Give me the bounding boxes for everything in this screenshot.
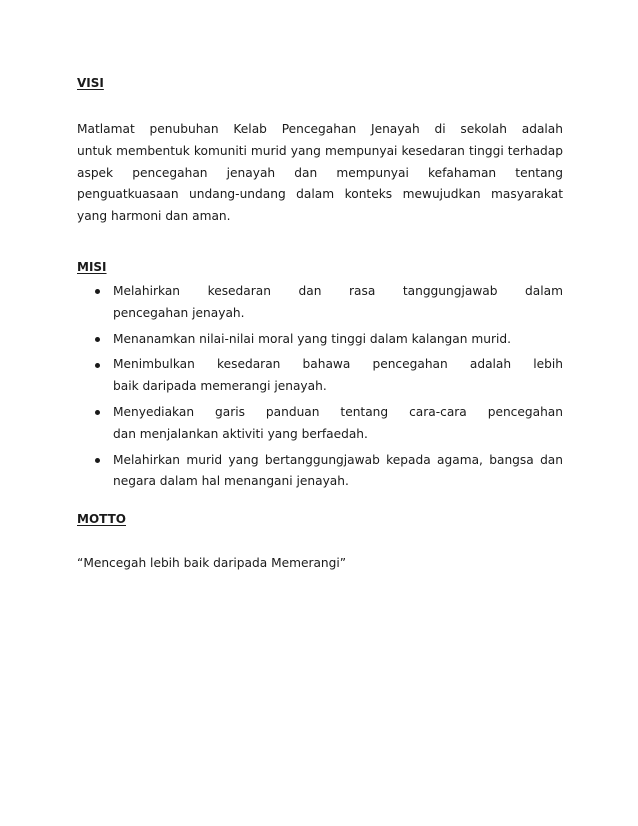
bullet-icon <box>92 354 102 376</box>
visi-line: aspek pencegahan jenayah dan mempunyai kefahaman tentang <box>77 165 563 180</box>
bullet-icon <box>92 402 102 424</box>
visi-line: penguatkuasaan undang-undang dalam konteks mewujudkan masyarakat <box>77 187 563 202</box>
misi-item-line: pencegahan jenayah. <box>113 305 245 320</box>
visi-paragraph <box>77 119 563 228</box>
list-item <box>77 402 563 446</box>
misi-item-line: negara dalam hal menangani jenayah. <box>113 474 349 489</box>
visi-line: Matlamat penubuhan Kelab Pencegahan Jenayah di sekolah adalah <box>77 122 563 136</box>
visi-heading: VISI <box>77 76 104 90</box>
motto-heading: MOTTO <box>77 512 126 526</box>
list-item <box>77 354 563 398</box>
bullet-icon <box>92 450 102 472</box>
misi-heading: MISI <box>77 260 107 274</box>
misi-item-line: Menyediakan garis panduan tentang cara-cara pencegahan <box>113 404 563 419</box>
misi-item-line: Menanamkan nilai-nilai moral yang tinggi dalam kalangan murid. <box>113 331 511 346</box>
bullet-icon <box>92 329 102 351</box>
misi-list <box>77 281 563 497</box>
list-item <box>77 281 563 325</box>
visi-line: untuk membentuk komuniti murid yang mempunyai kesedaran tinggi terhadap <box>77 143 563 158</box>
misi-item-line: baik daripada memerangi jenayah. <box>113 379 327 394</box>
list-item <box>77 450 563 494</box>
motto-text: “Mencegah lebih baik daripada Memerangi” <box>77 556 347 570</box>
misi-item-line: Melahirkan murid yang bertanggungjawab kepada agama, bangsa dan <box>113 452 563 467</box>
misi-item-line: dan menjalankan aktiviti yang berfaedah. <box>113 426 368 441</box>
visi-line: yang harmoni dan aman. <box>77 209 231 224</box>
bullet-icon <box>92 281 102 303</box>
list-item <box>77 329 563 351</box>
misi-item-line: Melahirkan kesedaran dan rasa tanggungjawab dalam <box>113 284 563 298</box>
misi-item-line: Menimbulkan kesedaran bahawa pencegahan adalah lebih <box>113 357 563 372</box>
